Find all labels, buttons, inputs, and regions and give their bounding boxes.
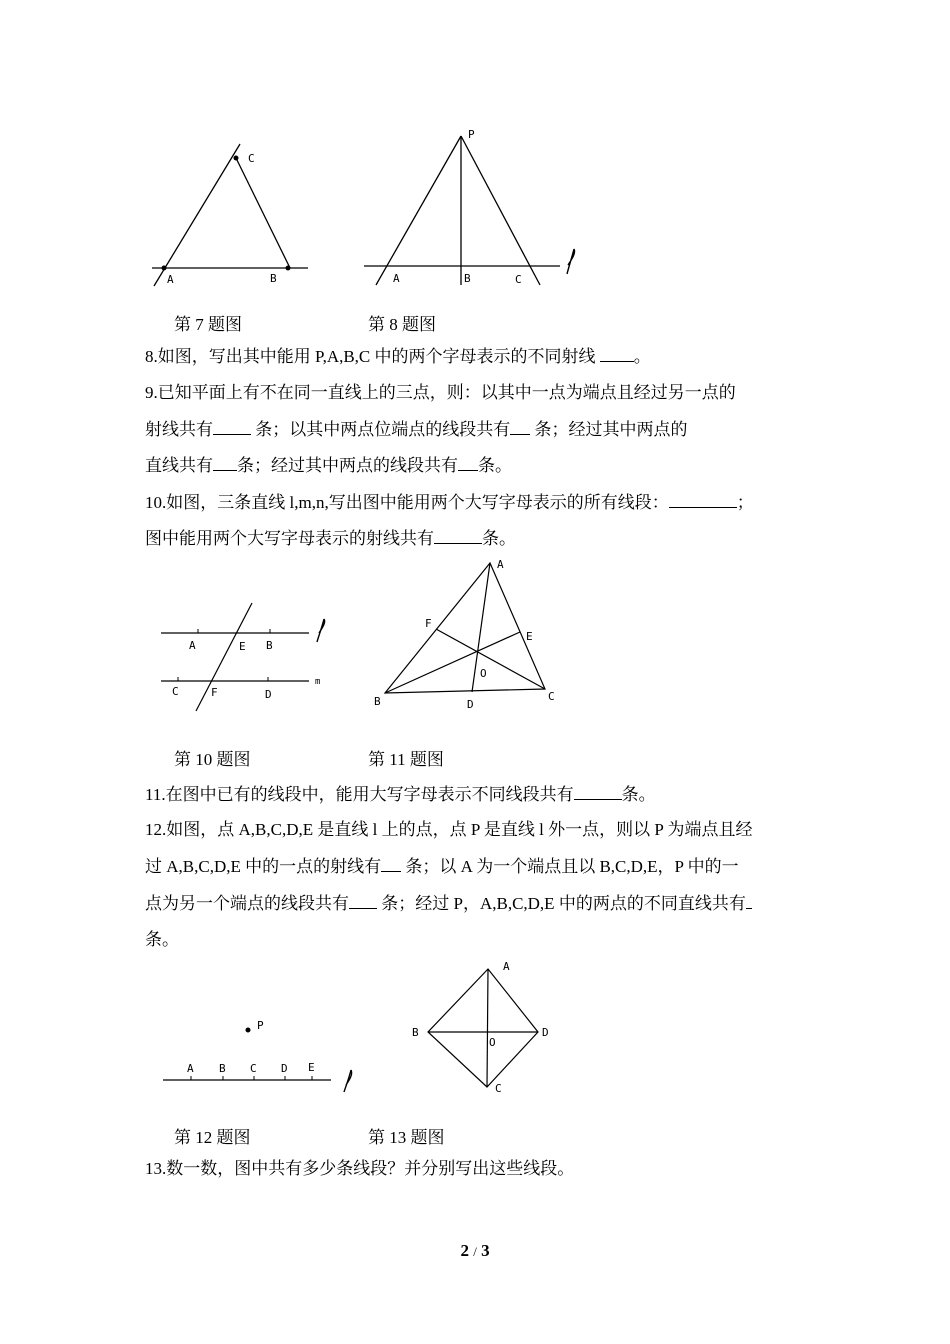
label-a: A (187, 1062, 194, 1075)
point-p (246, 1028, 251, 1033)
q12-line3-b: 条；经过 P，A,B,C,D,E 中的两点的不同直线共有 (377, 894, 746, 913)
q10-line2-b: 条。 (482, 529, 516, 548)
segment-cb (236, 158, 290, 268)
q8-text: 8.如图，写出其中能用 P,A,B,C 中的两个字母表示的不同射线 (145, 347, 600, 366)
figure-7 (140, 140, 320, 300)
line-n (196, 603, 252, 711)
q9-blank-segments[interactable] (510, 417, 530, 435)
figure-8 (360, 125, 590, 290)
label-b: B (270, 272, 277, 285)
question-12-line2 (145, 854, 739, 879)
label-c: C (495, 1082, 502, 1095)
caption-fig7: 第 7 题图 (174, 315, 242, 334)
label-b: B (266, 639, 273, 652)
label-b: B (464, 272, 471, 285)
segment-be (385, 632, 520, 693)
label-e: E (526, 630, 533, 643)
label-c: C (250, 1062, 257, 1075)
question-10-line2 (145, 526, 516, 551)
q12-line2-b: 条；以 A 为一个端点且以 B,C,D,E，P 中的一 (401, 857, 739, 876)
figure-10 (155, 595, 345, 720)
label-o: O (489, 1036, 496, 1049)
q11-end: 条。 (621, 785, 656, 804)
figure-12 (155, 1010, 365, 1095)
caption-fig12: 第 12 题图 (174, 1128, 251, 1147)
q9-line3-a: 直线共有 (145, 456, 213, 475)
label-o: O (480, 667, 487, 680)
question-11 (145, 782, 656, 807)
label-f: F (211, 686, 218, 699)
triangle-abc (385, 563, 545, 693)
label-c: C (248, 152, 255, 165)
label-c: C (172, 685, 179, 698)
q9-line3-b: 条；经过其中两点的线段共有 (237, 456, 458, 475)
label-a: A (393, 272, 400, 285)
label-p: P (468, 128, 475, 141)
question-13: 13.数一数，图中共有多少条线段？并分别写出这些线段。 (145, 1159, 575, 1178)
script-l-symbol (344, 1070, 352, 1092)
label-c: C (548, 690, 555, 703)
q10-blank-segments[interactable] (669, 490, 737, 508)
label-a: A (497, 558, 504, 571)
q9-blank-rays[interactable] (213, 417, 251, 435)
point-c (234, 156, 239, 161)
label-m: m (315, 677, 321, 687)
label-c: C (515, 273, 522, 286)
page-total: 3 (481, 1241, 490, 1260)
label-d: D (467, 698, 474, 711)
question-12-line1: 12.如图，点 A,B,C,D,E 是直线 l 上的点，点 P 是直线 l 外一点，则以 P 为端点且经 (145, 820, 753, 839)
label-d: D (281, 1062, 288, 1075)
q12-blank-rays[interactable] (381, 854, 401, 872)
quadrilateral-abcd (428, 969, 538, 1087)
script-l-symbol (317, 619, 325, 642)
q9-blank-segments-2[interactable] (458, 453, 478, 471)
ray-pa (376, 136, 461, 285)
label-d: D (542, 1026, 549, 1039)
q11-text: 11.在图中已有的线段中，能用大写字母表示不同线段共有 (145, 785, 574, 804)
page-number (0, 1241, 950, 1261)
q12-blank-segments[interactable] (349, 891, 377, 909)
page-separator: / (473, 1244, 477, 1259)
label-b: B (412, 1026, 419, 1039)
point-a (162, 266, 167, 271)
script-l-symbol (567, 249, 575, 274)
question-12-line4: 条。 (145, 930, 179, 949)
page-current: 2 (460, 1241, 469, 1260)
segment-ac (487, 969, 488, 1087)
caption-fig13: 第 13 题图 (368, 1128, 445, 1147)
label-p: P (257, 1019, 264, 1032)
q9-line2-a: 射线共有 (145, 420, 213, 439)
question-9-line1: 9.已知平面上有不在同一直线上的三点，则：以其中一点为端点且经过另一点的 (145, 383, 736, 402)
q10-line1-b: ； (736, 493, 754, 512)
question-9-line3 (145, 453, 512, 478)
q8-answer-blank[interactable] (600, 344, 634, 362)
label-a: A (503, 960, 510, 973)
line-ac (154, 144, 240, 286)
question-12-line3 (145, 891, 752, 916)
q9-blank-lines[interactable] (213, 453, 237, 471)
q12-blank-lines[interactable] (746, 891, 752, 909)
figure-13 (400, 955, 560, 1100)
question-10-line1 (145, 490, 754, 515)
caption-fig11: 第 11 题图 (368, 750, 444, 769)
label-f: F (425, 617, 432, 630)
question-9-line2 (145, 417, 688, 442)
label-e: E (308, 1061, 315, 1074)
q12-line2-a: 过 A,B,C,D,E 中的一点的射线有 (145, 857, 382, 876)
q10-line1-a: 10.如图，三条直线 l,m,n,写出图中能用两个大写字母表示的所有线段： (145, 493, 669, 512)
q9-line2-c: 条；经过其中两点的 (530, 420, 688, 439)
figure-11 (370, 555, 570, 715)
point-b (286, 266, 291, 271)
label-a: A (167, 273, 174, 286)
q9-line2-b: 条；以其中两点位端点的线段共有 (251, 420, 511, 439)
q8-end: 。 (633, 347, 651, 366)
label-b: B (374, 695, 381, 708)
q9-line3-c: 条。 (478, 456, 512, 475)
ray-pc (461, 136, 540, 285)
caption-fig10: 第 10 题图 (174, 750, 251, 769)
caption-fig8: 第 8 题图 (368, 315, 436, 334)
label-e: E (239, 640, 246, 653)
label-b: B (219, 1062, 226, 1075)
label-a: A (189, 639, 196, 652)
q10-blank-rays[interactable] (434, 526, 482, 544)
question-8 (145, 344, 651, 369)
q10-line2-a: 图中能用两个大写字母表示的射线共有 (145, 529, 434, 548)
q12-line3-a: 点为另一个端点的线段共有 (145, 894, 349, 913)
q11-answer-blank[interactable] (574, 782, 622, 800)
label-d: D (265, 688, 272, 701)
